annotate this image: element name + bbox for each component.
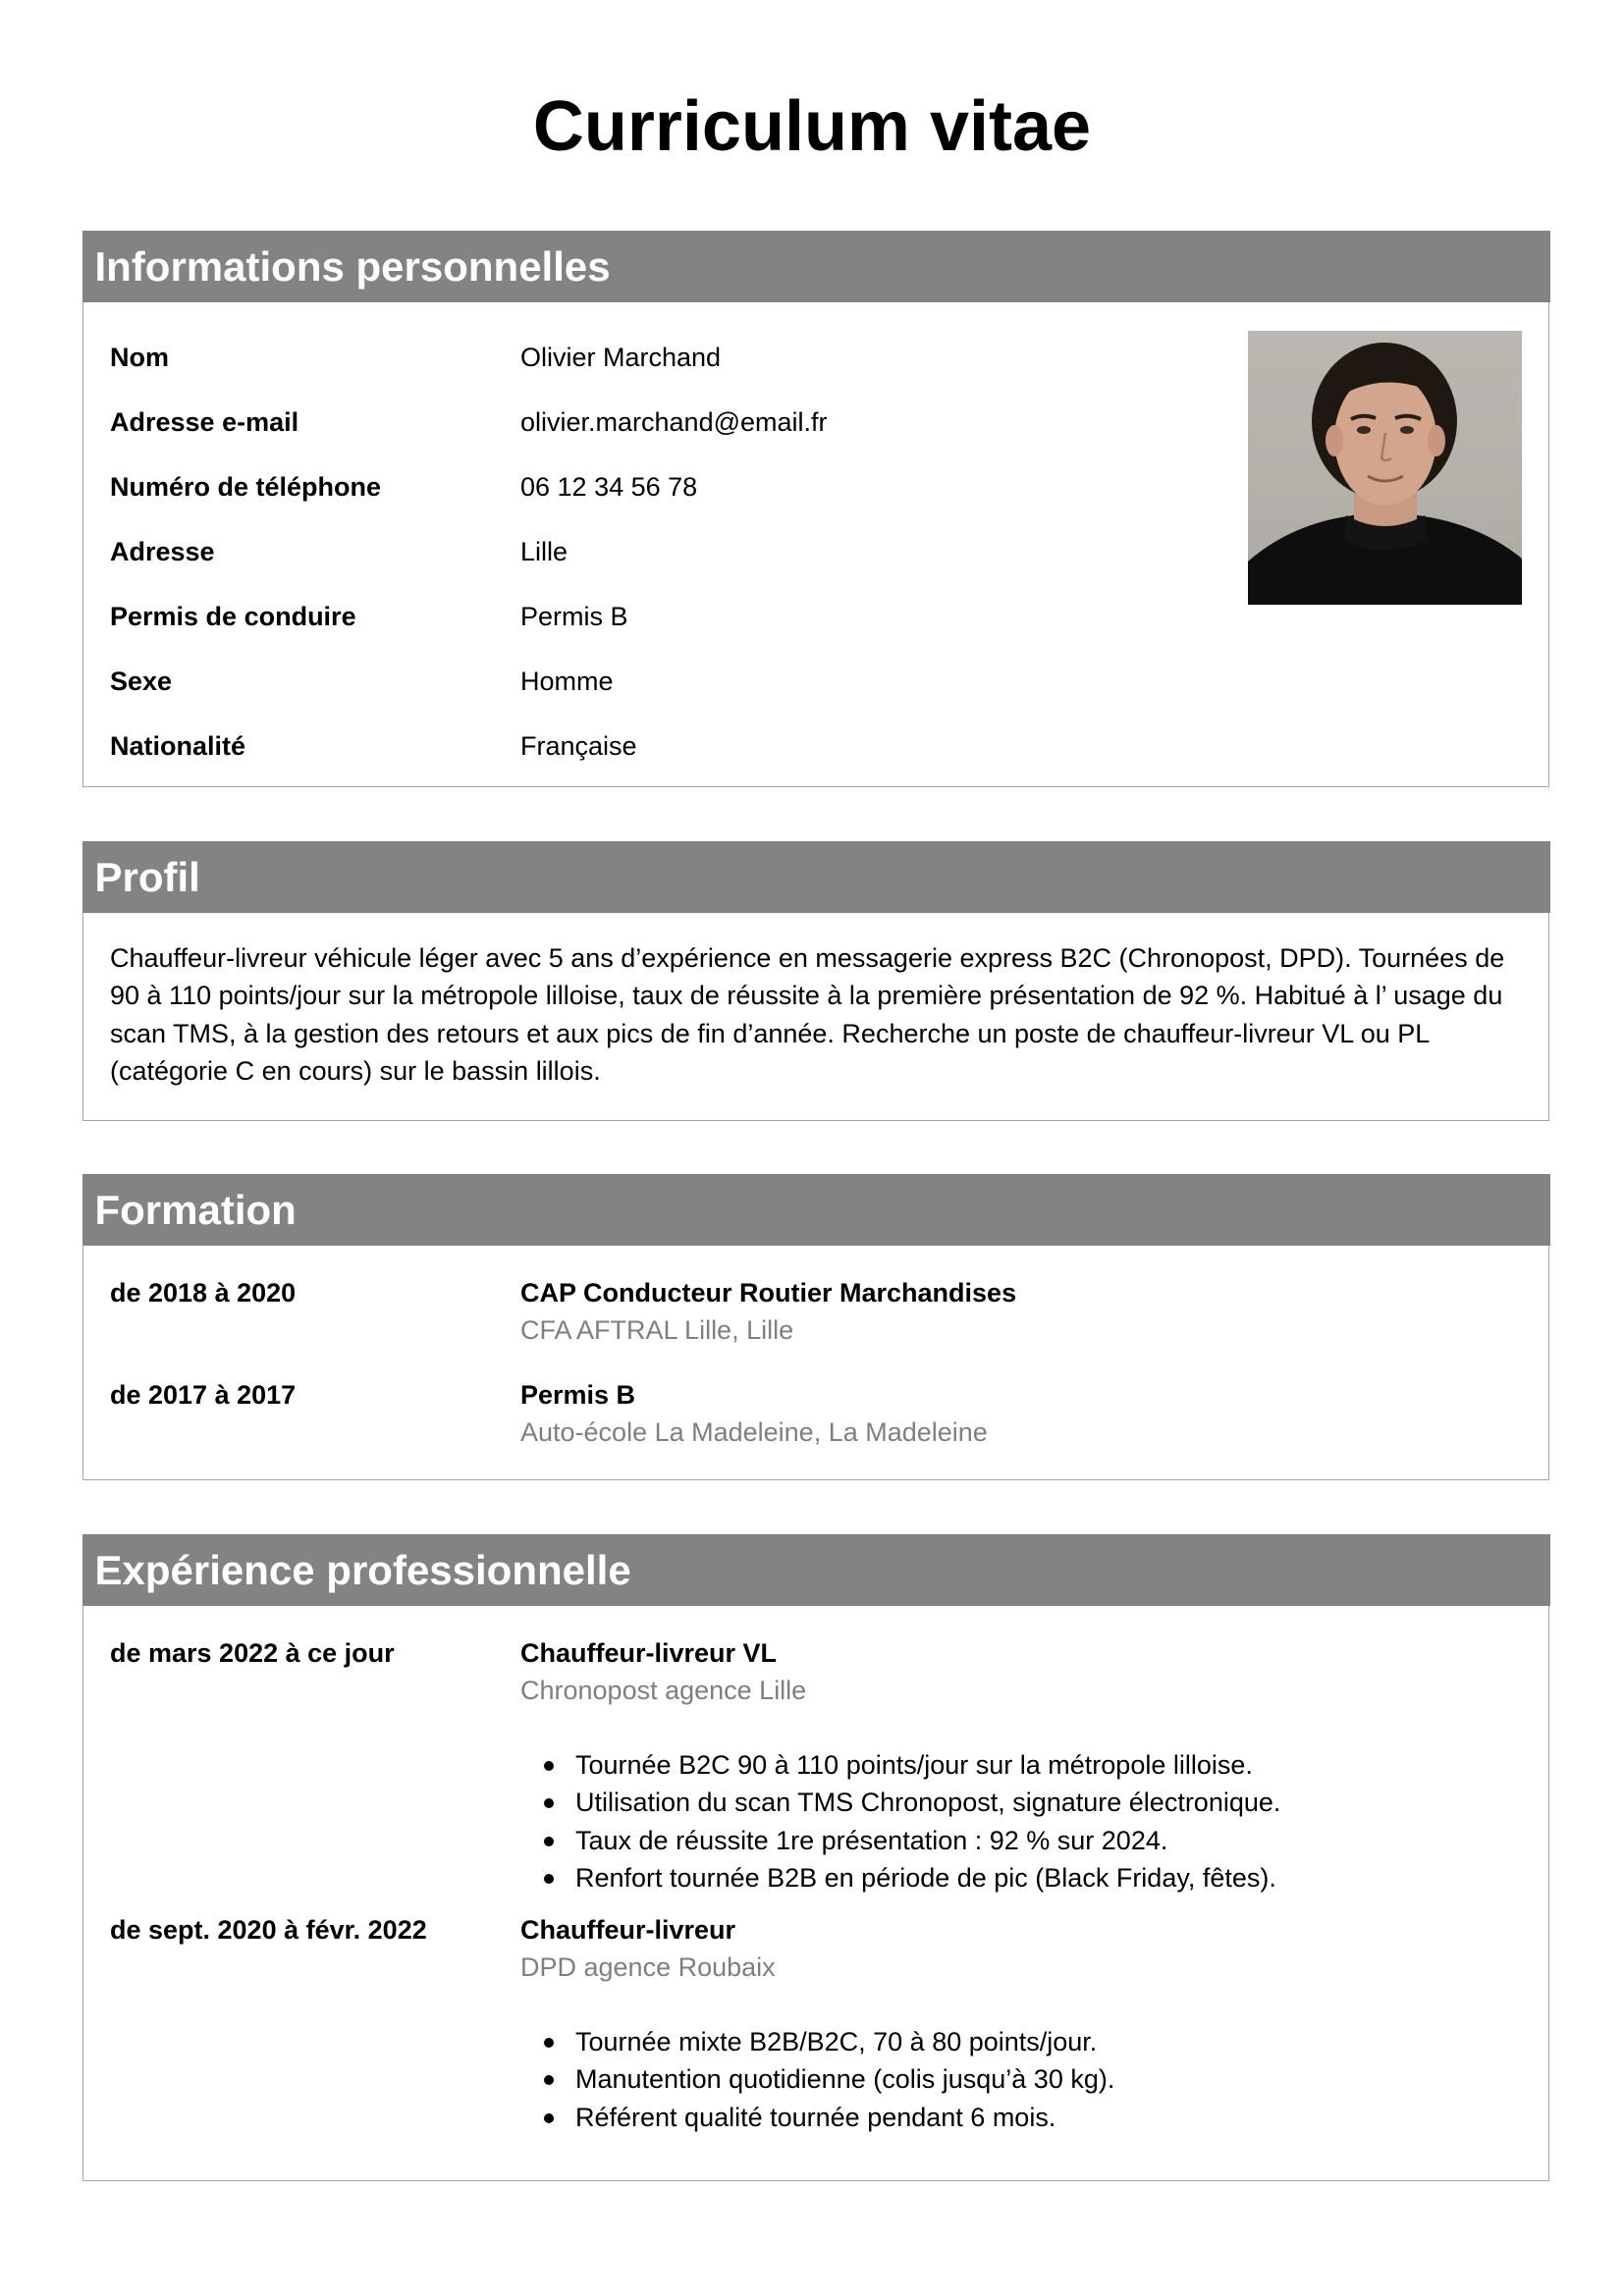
- task-text: Renfort tournée B2B en période de pic (Black Friday, fêtes).: [575, 1863, 1276, 1893]
- info-label: Adresse: [110, 536, 215, 566]
- bullet-icon: [544, 1761, 554, 1771]
- info-value: Française: [520, 730, 637, 761]
- experience-section: [82, 1534, 1549, 2181]
- task-item: [520, 2023, 1114, 2061]
- task-text: Utilisation du scan TMS Chronopost, signature électronique.: [575, 1788, 1281, 1817]
- entry-institution: CFA AFTRAL Lille, Lille: [520, 1314, 794, 1345]
- entry-employer: DPD agence Roubaix: [520, 1951, 776, 1982]
- page-title: Curriculum vitae: [532, 87, 1092, 166]
- entry-employer: Chronopost agence Lille: [520, 1675, 807, 1705]
- experience-entry: [110, 1634, 1548, 1897]
- entry-title: Chauffeur-livreur: [520, 1914, 736, 1945]
- task-item: [520, 2099, 1114, 2137]
- personal-info-section: [82, 231, 1549, 787]
- info-label: Numéro de téléphone: [110, 471, 382, 502]
- task-text: Manutention quotidienne (colis jusqu’à 30 kg).: [575, 2064, 1115, 2094]
- task-item: [520, 1784, 1280, 1822]
- entry-title: CAP Conducteur Routier Marchandises: [520, 1277, 1017, 1308]
- profile-section: [82, 841, 1549, 1121]
- bullet-icon: [544, 2075, 554, 2085]
- formation-section: [82, 1174, 1549, 1480]
- bullet-icon: [544, 2113, 554, 2123]
- experience-entry: [110, 1911, 1548, 2137]
- formation-entry: [110, 1376, 1548, 1451]
- profile-photo: [1248, 331, 1522, 605]
- task-text: Tournée mixte B2B/B2C, 70 à 80 points/jour.: [575, 2026, 1098, 2056]
- info-label: Nationalité: [110, 730, 246, 761]
- info-label: Nom: [110, 342, 169, 372]
- info-value: 06 12 34 56 78: [520, 471, 698, 502]
- task-text: Tournée B2C 90 à 110 points/jour sur la métropole lilloise.: [575, 1749, 1253, 1780]
- bullet-icon: [544, 1874, 554, 1884]
- task-text: Référent qualité tournée pendant 6 mois.: [575, 2102, 1056, 2132]
- section-header-experience: Expérience professionnelle: [82, 1534, 1550, 1606]
- entry-institution: Auto-école La Madeleine, La Madeleine: [520, 1416, 988, 1447]
- task-item: [520, 1822, 1280, 1860]
- formation-entry: [110, 1274, 1548, 1349]
- entry-period: de 2017 à 2017: [110, 1379, 297, 1410]
- entry-period: de mars 2022 à ce jour: [110, 1637, 395, 1668]
- info-label: Permis de conduire: [110, 601, 356, 631]
- task-list: [520, 1746, 1280, 1897]
- task-item: [520, 2060, 1114, 2099]
- task-list: [520, 2023, 1114, 2137]
- info-row-nationality: [110, 717, 1548, 781]
- section-header-personal: Informations personnelles: [82, 231, 1550, 302]
- entry-title: Permis B: [520, 1379, 636, 1410]
- profile-text: Chauffeur-livreur véhicule léger avec 5 ans d’expérience en messagerie express B2C (Chronopost, DPD). Tournées de 90 à 110 points/jour sur la métropole lilloise, taux de réussite à la première présentation de 92 %. Habitué à l’ usage du scan TMS, à la gestion des retours et aux pics de fin d’année. Recherche un poste de chauffeur-livreur VL ou PL (catégorie C en cours) sur le bassin lillois.: [110, 942, 1505, 1086]
- entry-title: Chauffeur-livreur VL: [520, 1637, 778, 1668]
- info-label: Adresse e-mail: [110, 406, 299, 437]
- section-header-formation: Formation: [82, 1174, 1550, 1246]
- bullet-icon: [544, 1798, 554, 1808]
- task-text: Taux de réussite 1re présentation : 92 % sur 2024.: [575, 1825, 1168, 1855]
- task-item: [520, 1859, 1280, 1897]
- info-value: Permis B: [520, 601, 628, 631]
- info-label: Sexe: [110, 666, 173, 696]
- info-value: Olivier Marchand: [520, 342, 722, 372]
- bullet-icon: [544, 2038, 554, 2048]
- entry-period: de sept. 2020 à févr. 2022: [110, 1914, 427, 1945]
- info-value: olivier.marchand@email.fr: [520, 406, 828, 437]
- info-value: Homme: [520, 666, 614, 696]
- bullet-icon: [544, 1837, 554, 1846]
- info-value: Lille: [520, 536, 568, 566]
- info-row-sex: [110, 652, 1548, 717]
- task-item: [520, 1746, 1280, 1785]
- section-header-profile: Profil: [82, 841, 1550, 913]
- entry-period: de 2018 à 2020: [110, 1277, 297, 1308]
